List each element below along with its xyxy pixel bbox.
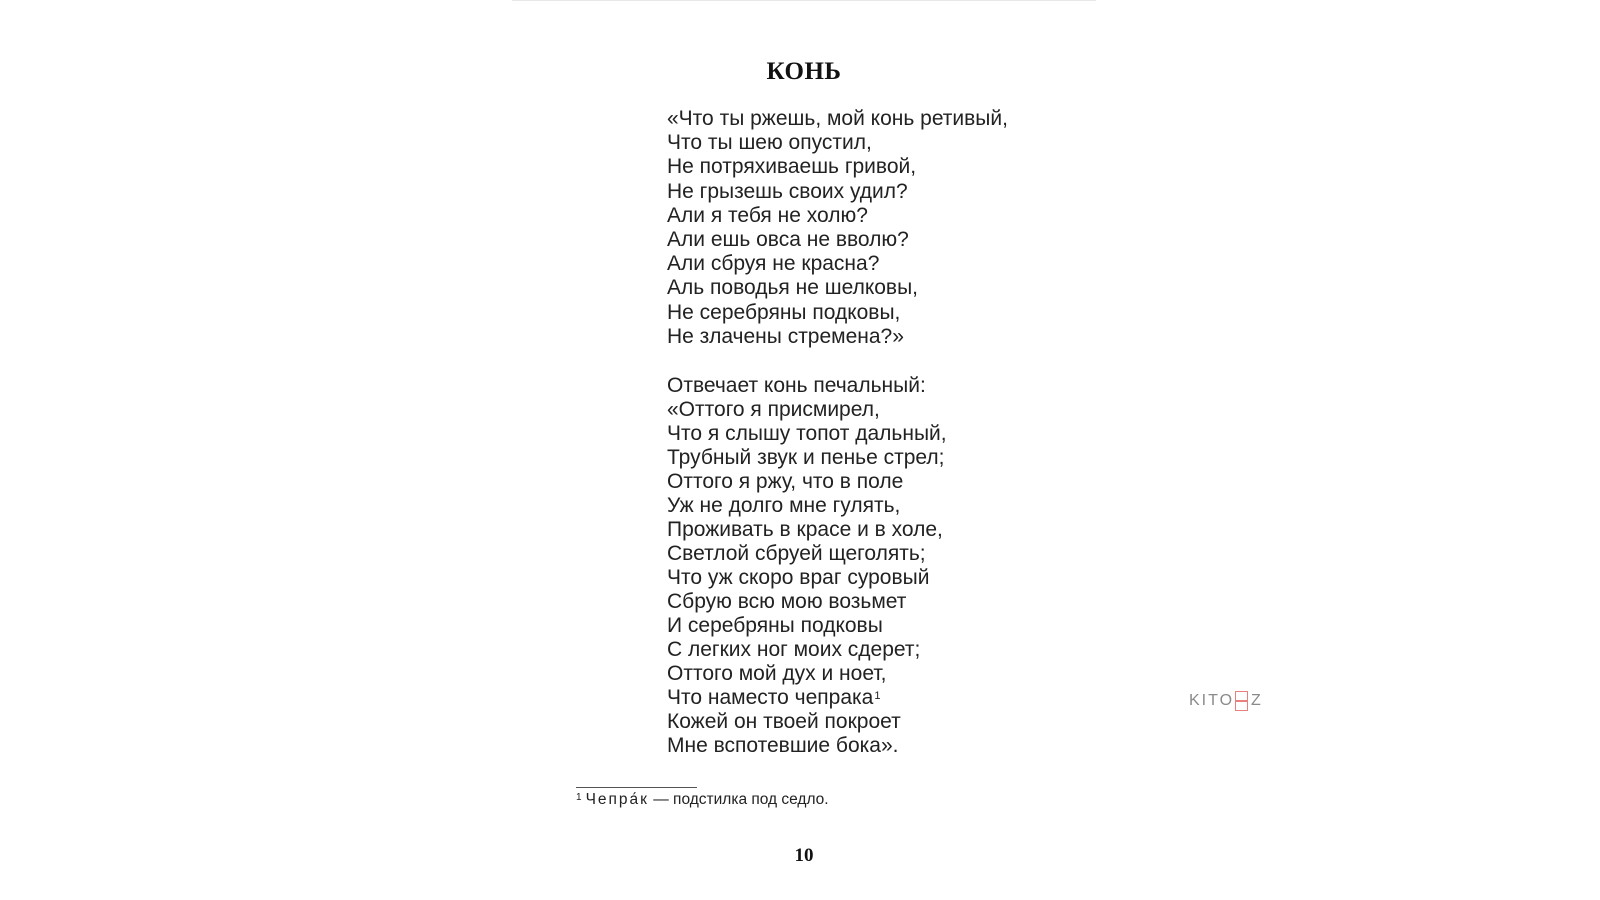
poem-line: Отвечает конь печальный: bbox=[667, 373, 926, 397]
poem-line: Что ты шею опустил, bbox=[667, 131, 872, 155]
poem-line: Не серебряны подковы, bbox=[667, 300, 901, 324]
watermark-b-glyph-icon bbox=[1235, 691, 1248, 711]
footnote bbox=[576, 791, 829, 809]
poem-line: Оттого мой дух и ноет, bbox=[667, 661, 887, 685]
poem-body bbox=[667, 107, 1008, 758]
poem-line-with-footnote bbox=[667, 686, 1008, 710]
stanza-1 bbox=[667, 107, 1008, 349]
poem-line: И серебряны подковы bbox=[667, 613, 883, 637]
poem-line: Не грызешь своих удил? bbox=[667, 179, 908, 203]
poem-line: Не потряхиваешь гривой, bbox=[667, 155, 917, 179]
poem-line: «Оттого я присмирел, bbox=[667, 397, 880, 421]
poem-line: Мне вспотевшие бока». bbox=[667, 733, 899, 757]
poem-line: Али я тебя не холю? bbox=[667, 203, 868, 227]
poem-line: Не злачены стремена?» bbox=[667, 324, 904, 348]
poem-line: «Что ты ржешь, мой конь ретивый, bbox=[667, 107, 1008, 130]
stanza-2 bbox=[667, 374, 1008, 758]
poem-line: Оттого я ржу, что в поле bbox=[667, 469, 904, 493]
poem-line: Трубный звук и пенье стрел; bbox=[667, 445, 945, 469]
poem-line: Что я слышу топот дальный, bbox=[667, 421, 947, 445]
footnote-divider bbox=[576, 787, 697, 788]
footnote-term: Чепра́к bbox=[585, 791, 649, 808]
top-divider bbox=[512, 0, 1096, 1]
poem-line-text: Что наместо чепрака bbox=[667, 685, 874, 709]
poem-line: Что уж скоро враг суровый bbox=[667, 565, 930, 589]
page-number: 10 bbox=[794, 845, 814, 866]
poem-line: Аль поводья не шелковы, bbox=[667, 276, 919, 300]
footnote-text: — подстилка под седло. bbox=[648, 791, 829, 808]
poem-title: КОНЬ bbox=[766, 58, 842, 85]
watermark-logo bbox=[1189, 691, 1263, 711]
poem-line: Проживать в красе и в холе, bbox=[667, 517, 943, 541]
poem-line: Светлой сбруей щеголять; bbox=[667, 541, 926, 565]
footnote-reference: 1 bbox=[874, 689, 881, 702]
poem-line: Али ешь овса не вволю? bbox=[667, 227, 909, 251]
watermark-right-text: Z bbox=[1251, 692, 1263, 709]
footnote-number: 1 bbox=[576, 792, 582, 803]
poem-line: Сбрую всю мою возьмет bbox=[667, 589, 907, 613]
watermark-left-text: KITO bbox=[1189, 692, 1235, 709]
poem-line: Али сбруя не красна? bbox=[667, 252, 880, 276]
poem-line: Уж не долго мне гулять, bbox=[667, 493, 901, 517]
poem-line: Кожей он твоей покроет bbox=[667, 709, 901, 733]
poem-line: С легких ног моих сдерет; bbox=[667, 637, 921, 661]
